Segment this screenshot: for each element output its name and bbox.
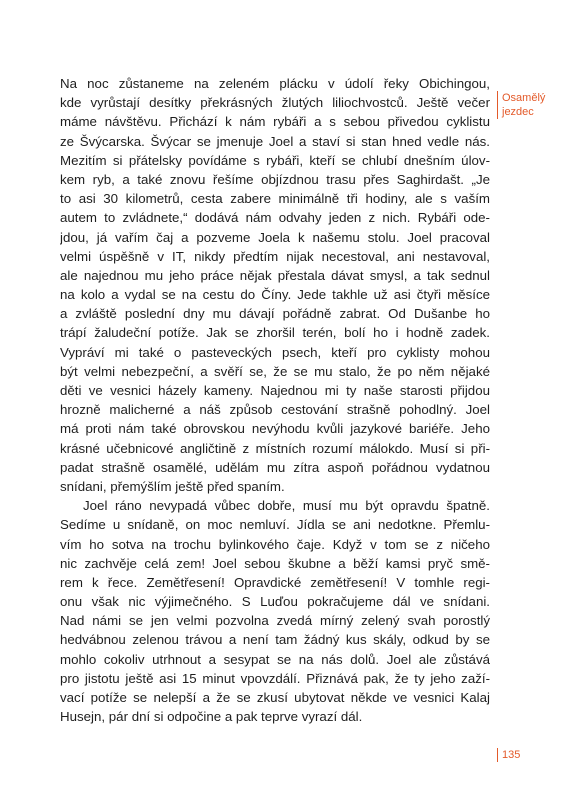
text-line: hrozně malicherné a náš způsob cestování strašně pohodlný. Joel: [60, 402, 490, 418]
text-line: Joel ráno nevypadá vůbec dobře, musí mu být opravdu špatně.: [83, 498, 490, 514]
text-line: trápí žaludeční potíže. Jak se zhoršil terén, bolí ho i hodně zadek.: [60, 325, 490, 341]
text-line: děti ve vesnici házely kameny. Najednou mi ty naše starosti přijdou: [60, 383, 490, 398]
text-line: má proti nám také obrovskou nevýhodu kvůli jazykové bariéře. Jeho: [60, 421, 490, 437]
text-line: být velmi nebezpeční, a svěří se, že se mu stalo, že po něm nějaké: [60, 363, 490, 379]
text-line: to asi 30 kilometrů, cesta zabere minimálně tři hodiny, ale s vaším: [60, 191, 490, 207]
text-line: a zvláště poslední dny mu dávají pořádně zabrat. Od Dušanbe ho: [60, 306, 490, 322]
text-line: velmi úspěšně v IT, nikdy předtím nijak necestoval, ani nestavoval,: [60, 248, 490, 264]
text-line: Mezitím si přátelsky povídáme s rybáři, kteří se chlubí dnešním úlov-: [60, 152, 490, 168]
text-line: Sedíme u snídaně, on moc nemluví. Jídla se ani nedotkne. Přemlu-: [60, 517, 490, 533]
text-line: máme návštěvu. Přichází k nám rybáři a s sebou přivedou cyklistu: [60, 114, 490, 130]
text-line: rem k řece. Zemětřesení! Opravdické zemětřesení! V tomhle regi-: [60, 574, 490, 590]
text-line: kde vyrůstají desítky překrásných žlutých liliochvostců. Ještě večer: [60, 95, 490, 111]
chapter-title-line: jezdec: [502, 106, 534, 118]
text-line: ze Švýcarska. Švýcar se jmenuje Joel a staví si stan hned vedle nás.: [60, 133, 490, 149]
text-line: Vypráví mi také o pasteveckých psech, kteří pro cyklisty mohou: [60, 344, 490, 360]
text-line: padat strašně osamělé, udělám mu zítra aspoň pořádnou vydatnou: [60, 459, 490, 475]
text-line: nic zachvěje celá zem! Joel sebou škubne a běží kamsi pryč smě-: [60, 555, 490, 571]
text-line: ale najednou mu jeho práce nějak přestala dávat smysl, a tak sednul: [60, 267, 490, 283]
text-line: vím ho sotva na trochu bylinkového čaje. Když v tom se z ničeho: [60, 536, 490, 552]
text-line: kem ryb, a také znovu řešíme objízdnou trasu přes Saghirdašt. „Je: [60, 171, 490, 187]
text-line: hedvábnou zelenou trávou a není tam žádný kus skály, odkud by se: [60, 632, 490, 648]
chapter-title-line: Osamělý: [502, 92, 546, 104]
paragraph-2: [60, 496, 490, 726]
text-line: pro jistotu ještě asi 15 minut vpovzdálí. Přiznává pak, že ty jeho zaží-: [60, 670, 490, 686]
text-line: mohlo cokoliv utrhnout a sesypat se na nás dolů. Joel ale zůstává: [60, 651, 490, 667]
text-line: jdou, já vařím čaj a pozveme Joela k našemu stolu. Joel pracoval: [60, 229, 490, 245]
text-line: na kolo a vydal se na cestu do Číny. Jede takhle už asi čtyři měsíce: [60, 287, 490, 303]
text-line: Husejn, pár dní si odpočine a pak teprve vyrazí dál.: [60, 709, 363, 725]
body-text: [60, 74, 490, 726]
text-line: snídani, přemýšlím ještě před spaním.: [60, 478, 285, 494]
text-line: vací potíže se nelepší a že se zkusí ubytovat někde ve vesnici Kalaj: [60, 690, 490, 705]
text-line: Na noc zůstaneme na zeleném plácku v údolí řeky Obichingou,: [60, 76, 490, 91]
paragraph-1: [60, 74, 490, 496]
text-line: krásné učebnicové angličtině z místních rozumí málokdo. Musí si při-: [60, 440, 490, 456]
text-line: onu však nic výjimečného. S Luďou pokračujeme dál ve snídani.: [60, 594, 490, 610]
chapter-margin-note: [497, 91, 545, 119]
page-number: 135: [497, 748, 520, 762]
text-line: Nad námi se jen velmi pozvolna zvedá mírný zelený svah porostlý: [60, 613, 490, 629]
text-line: autem to zvládnete,“ dodává nám odvahy jeden z nich. Rybáři ode-: [60, 210, 490, 226]
